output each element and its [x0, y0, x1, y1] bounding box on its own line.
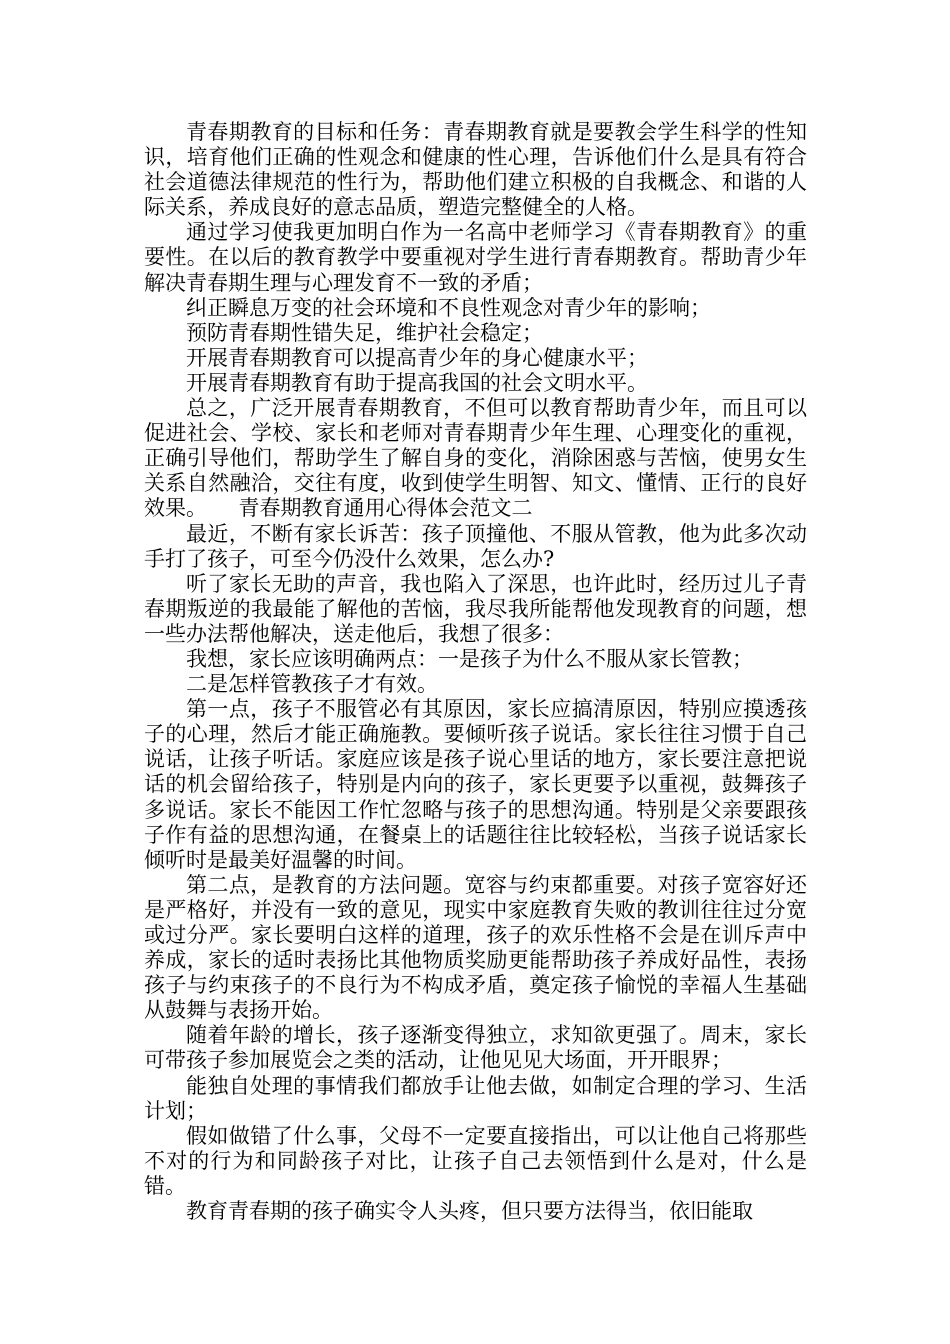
paragraph-prevent: 预防青春期性错失足，维护社会稳定； — [186, 320, 543, 345]
paragraph-point-one: 第一点，孩子不服管必有其原因，家长应搞清原因，特别应摸透孩子的心理，然后才能正确施教。要倾听孩子说话。家长往往习惯于自己说话，让孩子听话。家庭应该是孩子说心里话的地方，家长要注意把说话的机会留给孩子，特别是内向的孩子，家长更要予以重视，鼓舞孩子多说话。家长不能因工作忙忽略与孩子的思想沟通。特别是父亲要跟孩子作有益的思想沟通，在餐桌上的话题往往比较轻松，当孩子说话家长倾听时是最美好温馨的时间。 — [144, 697, 807, 872]
paragraph-civilization: 开展青春期教育有助于提高我国的社会文明水平。 — [186, 370, 648, 395]
paragraph-independence: 能独自处理的事情我们都放手让他去做，如制定合理的学习、生活计划； — [144, 1073, 807, 1123]
paragraph-two-points-2: 二是怎样管教孩子才有效。 — [186, 672, 438, 697]
paragraph-goals: 青春期教育的目标和任务：青春期教育就是要教会学生科学的性知识，培育他们正确的性观念和健康的性心理，告诉他们什么是具有符合社会道德法律规范的性行为，帮助他们建立积极的自我概念、和谐的人际关系，养成良好的意志品质，塑造完整健全的人格。 — [144, 120, 807, 220]
paragraph-mistakes: 假如做错了什么事，父母不一定要直接指出，可以让他自己将那些不对的行为和同龄孩子对比，让孩子自己去领悟到什么是对，什么是错。 — [144, 1123, 807, 1198]
paragraph-point-two: 第二点，是教育的方法问题。宽容与约束都重要。对孩子宽容好还是严格好，并没有一致的意见，现实中家庭教育失败的教训往往过分宽或过分严。家长要明白这样的道理，孩子的欢乐性格不会是在训斥声中养成，家长的适时表扬比其他物质奖励更能帮助孩子养成好品性，表扬孩子与约束孩子的不良行为不构成矛盾，奠定孩子愉悦的幸福人生基础从鼓舞与表扬开始。 — [144, 872, 807, 1023]
paragraph-health: 开展青春期教育可以提高青少年的身心健康水平； — [186, 345, 648, 370]
paragraph-growth: 随着年龄的增长，孩子逐渐变得独立，求知欲更强了。周末，家长可带孩子参加展览会之类的活动，让他见见大场面，开开眼界； — [144, 1023, 807, 1073]
paragraph-summary: 总之，广泛开展青春期教育，不但可以教育帮助青少年，而且可以促进社会、学校、家长和老师对青春期青少年生理、心理变化的重视，正确引导他们，帮助学生了解自身的变化，消除困惑与苦恼，使男女生关系自然融洽，交往有度，收到使学生明智、知文、懂情、正行的良好效果。 青春期教育通用心得体会范文二 — [144, 396, 807, 521]
paragraph-parent-complaint: 最近，不断有家长诉苦：孩子顶撞他、不服从管教，他为此多次动手打了孩子，可至今仍没什么效果，怎么办? — [144, 521, 807, 571]
paragraph-conclusion: 教育青春期的孩子确实令人头疼，但只要方法得当，依旧能取 — [186, 1199, 753, 1224]
paragraph-reflection: 听了家长无助的声音，我也陷入了深思，也许此时，经历过儿子青春期叛逆的我最能了解他的苦恼，我尽我所能帮他发现教育的问题，想一些办法帮他解决，送走他后，我想了很多： — [144, 571, 807, 646]
paragraph-importance: 通过学习使我更加明白作为一名高中老师学习《青春期教育》的重要性。在以后的教育教学中要重视对学生进行青春期教育。帮助青少年解决青春期生理与心理发育不一致的矛盾； — [144, 220, 807, 295]
document-page — [144, 120, 807, 1224]
paragraph-correct-influence: 纠正瞬息万变的社会环境和不良性观念对青少年的影响； — [186, 295, 711, 320]
paragraph-two-points-1: 我想，家长应该明确两点：一是孩子为什么不服从家长管教； — [186, 646, 753, 671]
